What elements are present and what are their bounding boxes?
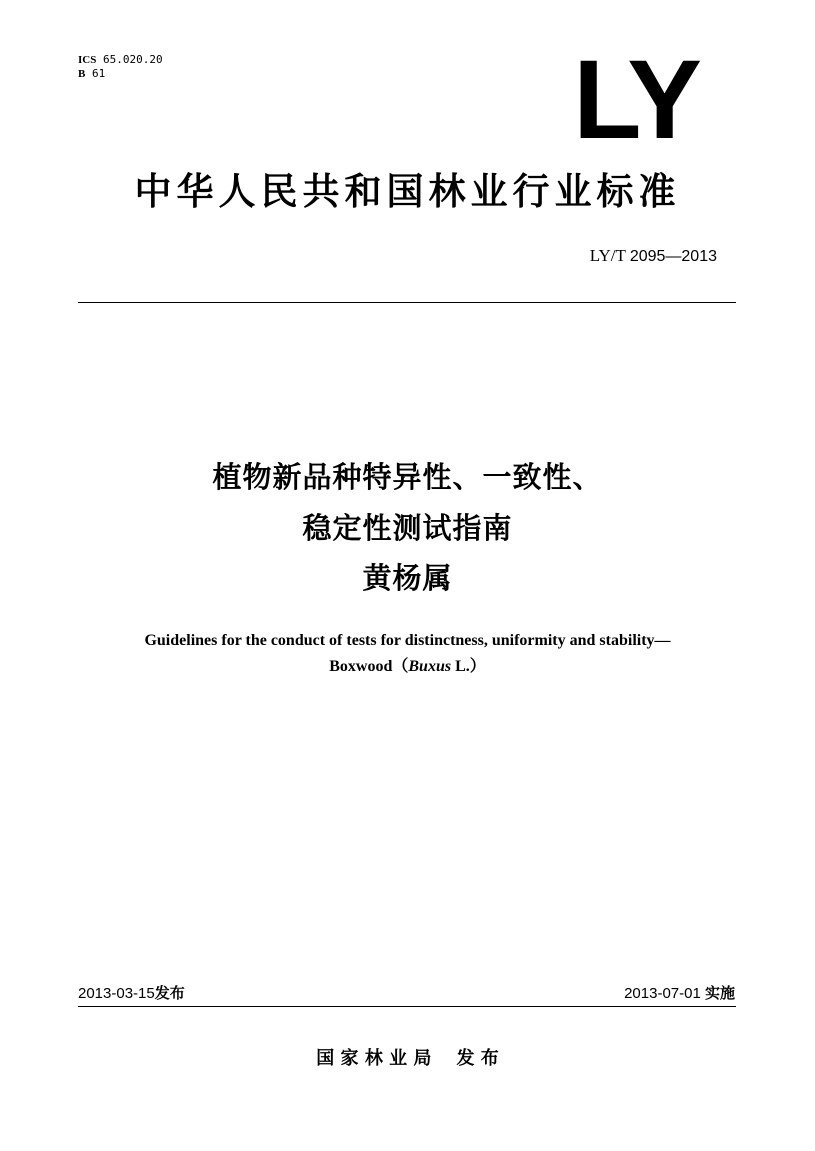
implement-label: 实施 (704, 984, 735, 1002)
english-title-common-name: Boxwood（ (329, 658, 409, 675)
ly-logo: LY (573, 37, 698, 162)
chinese-title-line-1: 植物新品种特异性、一致性、 (212, 460, 603, 494)
ccs-line (78, 67, 163, 81)
chinese-title-line-3: 黄杨属 (362, 561, 453, 595)
issuer-line (0, 1046, 815, 1072)
english-title-genus: Buxus (408, 658, 452, 675)
ics-label: ICS (78, 54, 97, 66)
ics-line (78, 53, 163, 67)
english-title-line-2 (0, 654, 815, 680)
bottom-divider (78, 1006, 736, 1007)
ccs-label: B (78, 68, 86, 80)
ics-code: 65.020.20 (102, 53, 163, 66)
english-title-author: L.） (451, 658, 486, 675)
implement-date: 2013-07-01 (624, 985, 701, 1002)
issue-date-line (78, 983, 185, 1004)
standard-code-number: 2095—2013 (629, 248, 717, 265)
ccs-code: 61 (91, 67, 106, 80)
standard-title: 中华人民共和国林业行业标准 (134, 170, 681, 213)
implement-date-line (624, 983, 735, 1004)
issuer-action: 发 布 (456, 1048, 499, 1069)
issue-label: 发布 (154, 984, 185, 1002)
standard-code (590, 245, 717, 268)
classification-codes (78, 53, 163, 81)
chinese-title-line-2: 稳定性测试指南 (302, 511, 513, 545)
standard-code-prefix: LY/T (589, 246, 626, 265)
top-divider (78, 302, 736, 303)
english-title-line-1: Guidelines for the conduct of tests for distinctness, uniformity and stability— (144, 632, 671, 649)
issuer-name: 国 家 林 业 局 (316, 1048, 432, 1069)
issue-date: 2013-03-15 (78, 985, 155, 1002)
